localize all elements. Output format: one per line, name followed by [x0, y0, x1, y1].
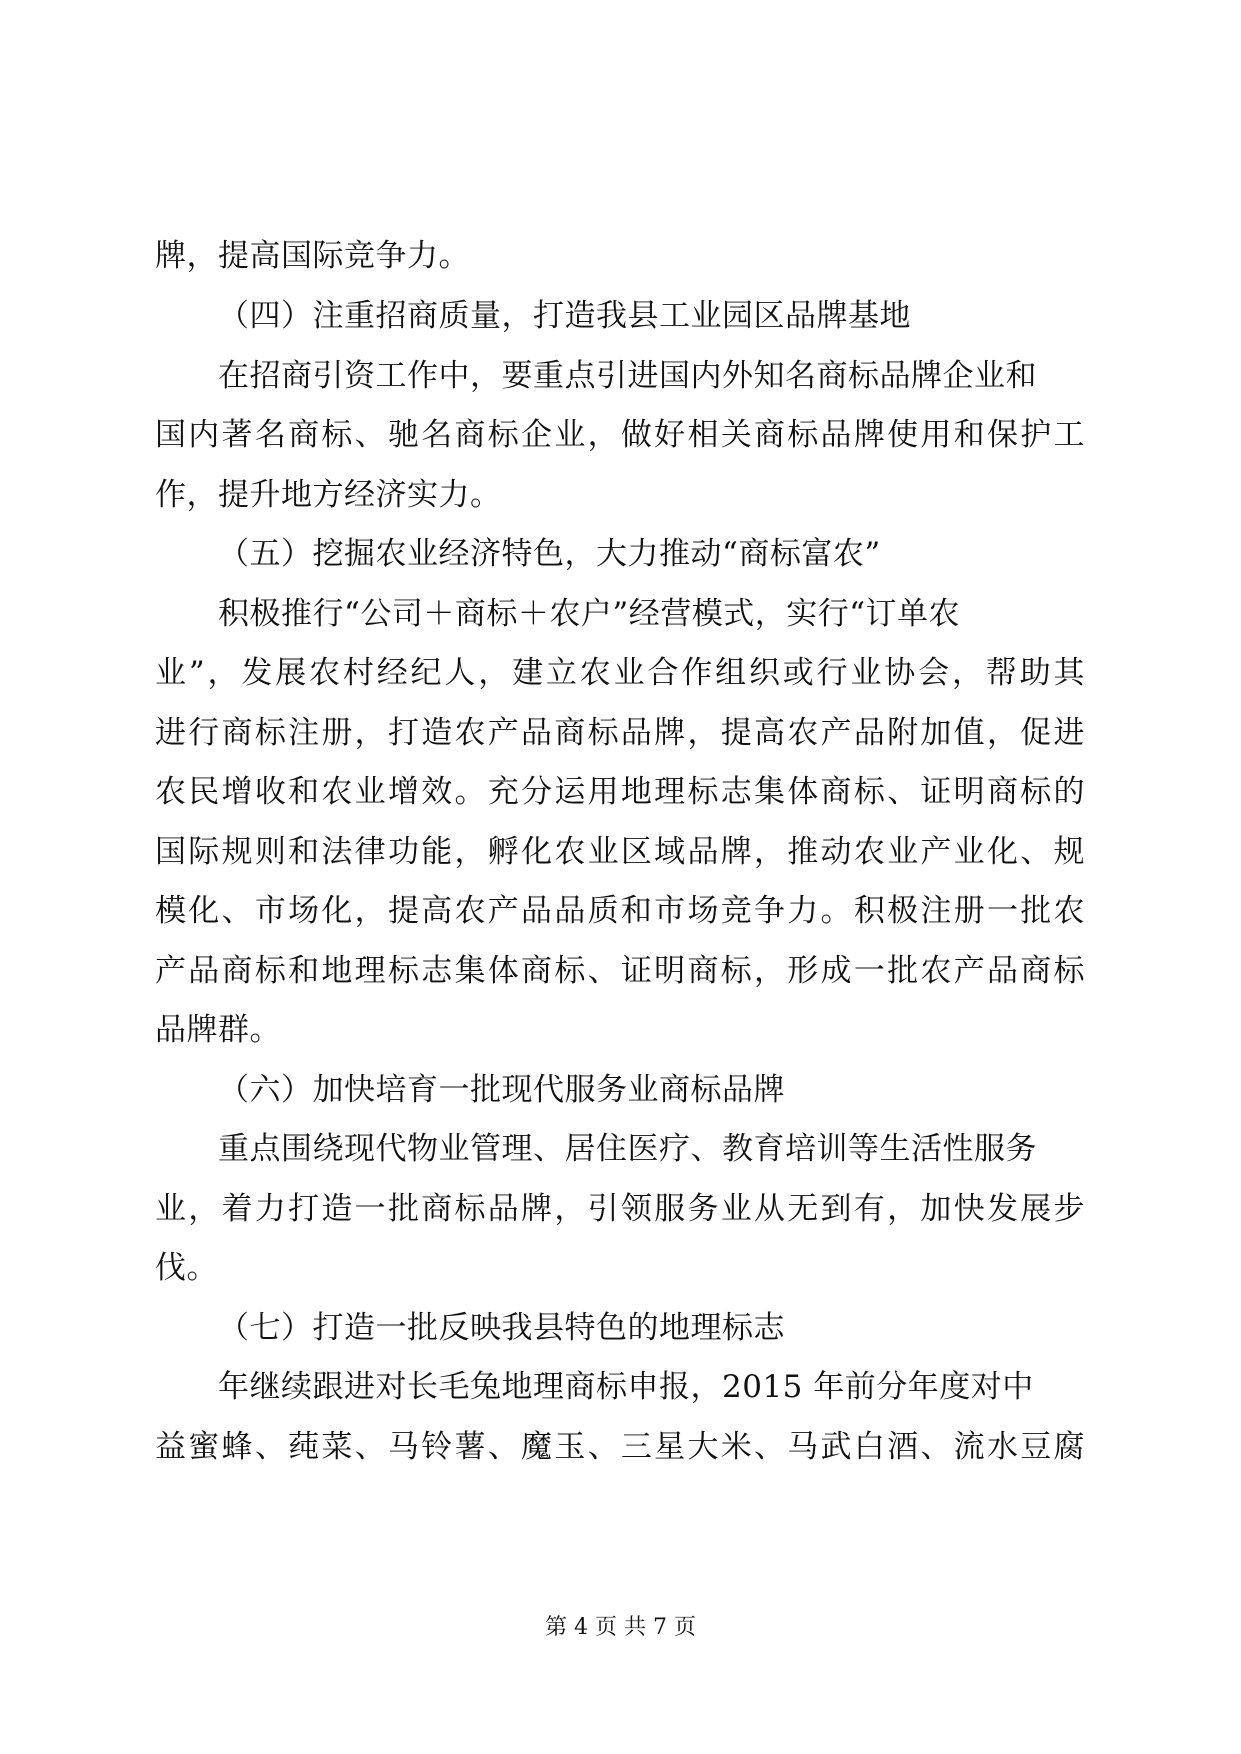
page-number-footer: 第 4 页 共 7 页 [545, 1615, 696, 1640]
paragraph-line: 牌，提高国际竞争力。 [155, 238, 470, 274]
paragraph-line: 进行商标注册，打造农产品商标品牌，提高农产品附加值，促进 [155, 715, 1085, 751]
paragraph-line: 益蜜蜂、莼菜、马铃薯、魔玉、三星大米、马武白酒、流水豆腐 [155, 1429, 1085, 1465]
paragraph-line: 积极推行“公司＋商标＋农户”经营模式，实行“订单农 [218, 596, 961, 632]
paragraph-line: 品牌群。 [155, 1012, 281, 1048]
section-heading: （五）挖掘农业经济特色，大力推动“商标富农” [218, 536, 881, 572]
paragraph-line: 国际规则和法律功能，孵化农业区域品牌，推动农业产业化、规 [155, 834, 1085, 870]
paragraph-line: 作，提升地方经济实力。 [155, 477, 502, 513]
paragraph-line: 年继续跟进对长毛兔地理商标申报，2015 年前分年度对中 [218, 1369, 1034, 1405]
paragraph-line: 国内著名商标、驰名商标企业，做好相关商标品牌使用和保护工 [155, 417, 1085, 453]
section-heading: （四）注重招商质量，打造我县工业园区品牌基地 [218, 298, 911, 334]
section-heading: （七）打造一批反映我县特色的地理标志 [218, 1310, 785, 1346]
paragraph-line: 模化、市场化，提高农产品品质和市场竞争力。积极注册一批农 [155, 893, 1085, 929]
paragraph-line: 伐。 [155, 1250, 218, 1286]
paragraph-line: 产品商标和地理标志集体商标、证明商标，形成一批农产品商标 [155, 953, 1085, 989]
section-heading: （六）加快培育一批现代服务业商标品牌 [218, 1072, 785, 1108]
paragraph-line: 业，着力打造一批商标品牌，引领服务业从无到有，加快发展步 [155, 1191, 1085, 1227]
paragraph-line: 在招商引资工作中，要重点引进国内外知名商标品牌企业和 [218, 358, 1037, 394]
paragraph-line: 业”，发展农村经纪人，建立农业合作组织或行业协会，帮助其 [155, 655, 1085, 691]
paragraph-line: 重点围绕现代物业管理、居住医疗、教育培训等生活性服务 [218, 1131, 1037, 1167]
paragraph-line: 农民增收和农业增效。充分运用地理标志集体商标、证明商标的 [155, 774, 1085, 810]
